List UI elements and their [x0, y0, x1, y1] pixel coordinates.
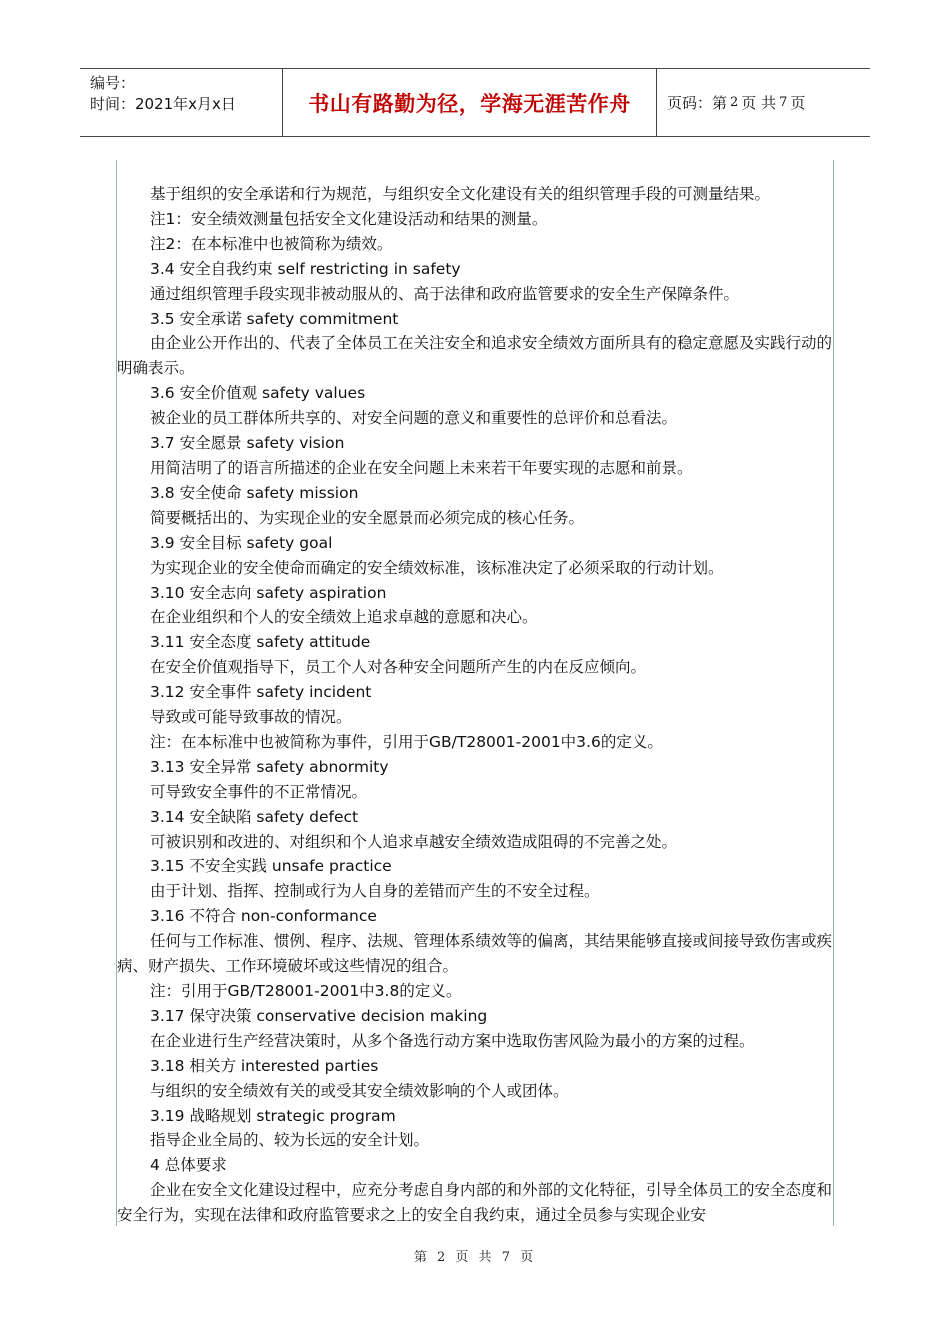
body-paragraph: 通过组织管理手段实现非被动服从的、高于法律和政府监管要求的安全生产保障条件。: [150, 284, 740, 303]
body-paragraph: 4 总体要求: [150, 1156, 227, 1175]
body-paragraph: 为实现企业的安全使命而确定的安全绩效标准，该标准决定了必须采取的行动计划。: [150, 558, 724, 577]
body-paragraph: 3.17 保守决策 conservative decision making: [150, 1006, 488, 1025]
body-paragraph: 3.9 安全目标 safety goal: [150, 533, 333, 552]
body-paragraph: 注1：安全绩效测量包括安全文化建设活动和结果的测量。: [150, 209, 548, 228]
body-paragraph: 3.12 安全事件 safety incident: [150, 683, 372, 702]
content-frame-right-border: [833, 160, 834, 1226]
page-current: 2: [730, 95, 739, 110]
body-paragraph: 由企业公开作出的、代表了全体员工在关注安全和追求安全绩效方面所具有的稳定意愿及实践行动的明确表示。: [117, 334, 833, 378]
body-paragraph: 3.13 安全异常 safety abnormity: [150, 757, 389, 776]
body-paragraph: 3.19 战略规划 strategic program: [150, 1106, 396, 1125]
body-paragraph: 可被识别和改进的、对组织和个人追求卓越安全绩效造成阻碍的不完善之处。: [150, 832, 678, 851]
body-paragraph: 3.7 安全愿景 safety vision: [150, 434, 345, 453]
page-label-middle: 页 共: [741, 94, 777, 112]
body-paragraph: 与组织的安全绩效有关的或受其安全绩效影响的个人或团体。: [150, 1081, 569, 1100]
body-paragraph: 3.6 安全价值观 safety values: [150, 384, 366, 403]
document-body: [117, 182, 833, 1228]
document-date: 时间：2021年x月x日: [90, 95, 236, 113]
page-header: [80, 68, 870, 137]
body-paragraph: 3.15 不安全实践 unsafe practice: [150, 857, 392, 876]
body-paragraph: 简要概括出的、为实现企业的安全愿景而必须完成的核心任务。: [150, 508, 585, 527]
document-number-label: 编号：: [90, 74, 136, 92]
body-paragraph: 3.16 不符合 non-conformance: [150, 907, 377, 926]
body-paragraph: 用简洁明了的语言所描述的企业在安全问题上未来若干年要实现的志愿和前景。: [150, 458, 693, 477]
body-paragraph: 可导致安全事件的不正常情况。: [150, 782, 368, 801]
body-paragraph: 被企业的员工群体所共享的、对安全问题的意义和重要性的总评价和总看法。: [150, 409, 678, 428]
body-paragraph: 3.8 安全使命 safety mission: [150, 483, 359, 502]
body-paragraph: 任何与工作标准、惯例、程序、法规、管理体系绩效等的偏离，其结果能够直接或间接导致伤害或疾病、财产损失、工作环境破坏或这些情况的组合。: [117, 932, 833, 976]
page-label-prefix: 页码：第: [667, 94, 728, 112]
body-paragraph: 3.5 安全承诺 safety commitment: [150, 309, 399, 328]
body-paragraph: 在企业进行生产经营决策时，从多个备选行动方案中选取伤害风险为最小的方案的过程。: [150, 1031, 755, 1050]
body-paragraph: 在安全价值观指导下，员工个人对各种安全问题所产生的内在反应倾向。: [150, 658, 647, 677]
body-paragraph: 基于组织的安全承诺和行为规范，与组织安全文化建设有关的组织管理手段的可测量结果。: [150, 185, 771, 203]
page-label-suffix: 页: [790, 94, 806, 112]
page-footer: 第 2 页 共 7 页: [413, 1250, 537, 1265]
body-paragraph: 3.4 安全自我约束 self restricting in safety: [150, 259, 461, 278]
body-paragraph: 3.10 安全志向 safety aspiration: [150, 583, 387, 602]
header-motto: 书山有路勤为径，学海无涯苦作舟: [283, 69, 657, 136]
page-total: 7: [779, 95, 788, 110]
header-meta: [80, 69, 283, 136]
body-paragraph: 3.18 相关方 interested parties: [150, 1056, 379, 1075]
body-paragraph: 注2：在本标准中也被简称为绩效。: [150, 234, 393, 253]
body-paragraph: 在企业组织和个人的安全绩效上追求卓越的意愿和决心。: [150, 608, 538, 627]
body-paragraph: 企业在安全文化建设过程中，应充分考虑自身内部的和外部的文化特征，引导全体员工的安全态度和安全行为，实现在法律和政府监管要求之上的安全自我约束，通过全员参与实现企业安: [117, 1181, 833, 1225]
body-paragraph: 3.14 安全缺陷 safety defect: [150, 807, 359, 826]
body-paragraph: 注：在本标准中也被简称为事件，引用于GB/T28001-2001中3.6的定义。: [150, 732, 663, 751]
body-paragraph: 指导企业全局的、较为长远的安全计划。: [150, 1131, 430, 1150]
header-page-info: [657, 69, 870, 136]
body-paragraph: 注：引用于GB/T28001-2001中3.8的定义。: [150, 982, 462, 1000]
body-paragraph: 导致或可能导致事故的情况。: [150, 708, 352, 727]
body-paragraph: 由于计划、指挥、控制或行为人自身的差错而产生的不安全过程。: [150, 882, 600, 901]
body-paragraph: 3.11 安全态度 safety attitude: [150, 633, 371, 652]
